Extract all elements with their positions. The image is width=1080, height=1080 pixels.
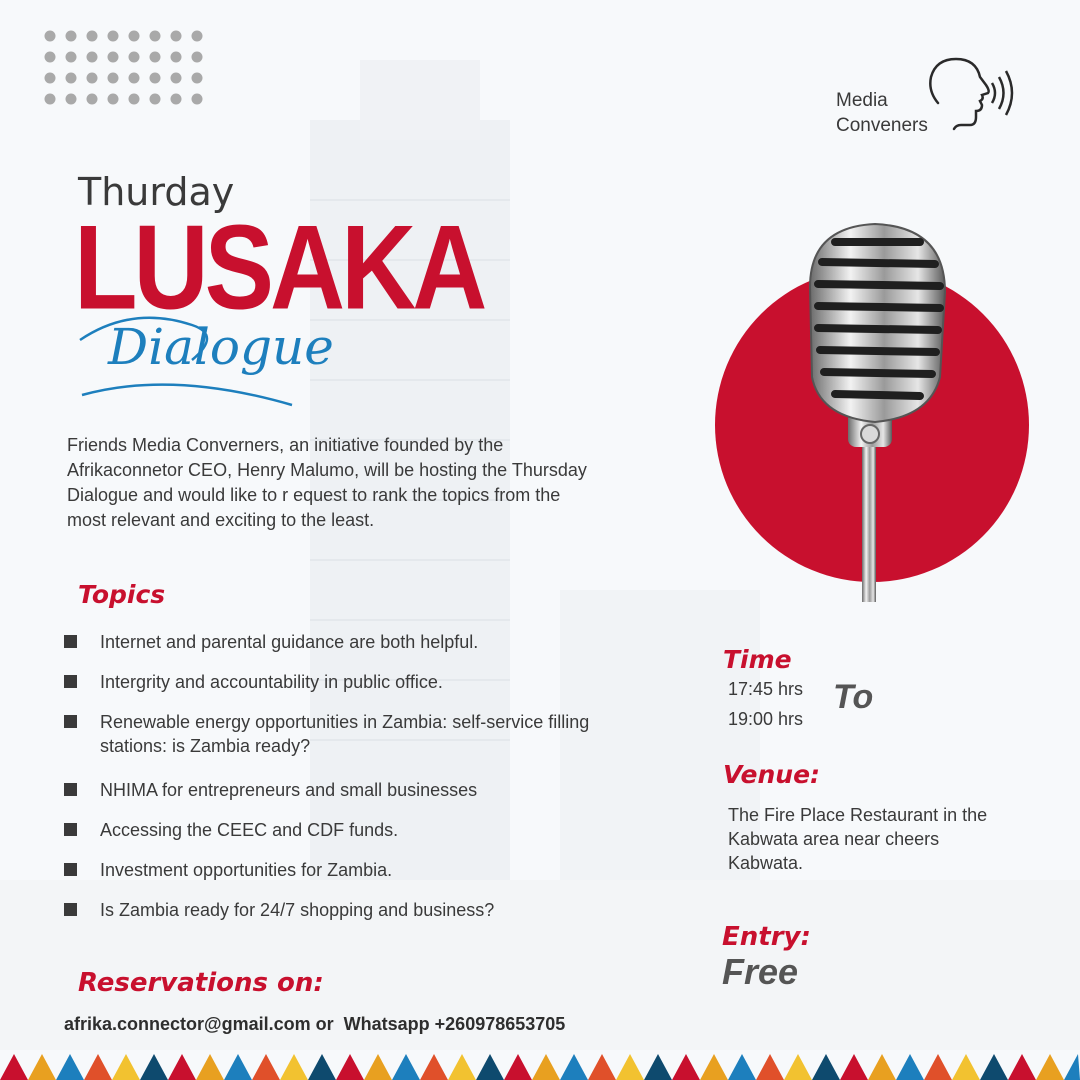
venue-heading: Venue:	[723, 760, 821, 789]
list-item	[64, 778, 654, 802]
contact-line	[64, 1014, 565, 1035]
square-bullet-icon	[64, 715, 77, 728]
eyebrow-title: Thurday	[78, 170, 235, 214]
time-start: 17:45 hrs	[728, 679, 804, 699]
microphone-icon	[780, 212, 980, 602]
time-separator: To	[833, 678, 874, 716]
logo-line-1: Media	[836, 90, 888, 111]
media-conveners-logo	[836, 55, 1036, 145]
topic-text: Is Zambia ready for 24/7 shopping and business?	[100, 900, 495, 920]
topic-text: Internet and parental guidance are both helpful.	[100, 632, 479, 652]
topic-text: Renewable energy opportunities in Zambia: self-service filling stations: is Zambia ready?	[100, 712, 590, 756]
venue-text: The Fire Place Restaurant in the Kabwata area near cheers Kabwata.	[728, 805, 988, 873]
time-heading: Time	[723, 645, 792, 674]
headline-title: LUSAKA	[74, 201, 484, 335]
square-bullet-icon	[64, 635, 77, 648]
logo-text	[836, 88, 928, 138]
entry-heading: Entry:	[722, 922, 811, 952]
dot-grid-icon	[44, 30, 204, 105]
topic-text: Accessing the CEEC and CDF funds.	[100, 820, 399, 840]
square-bullet-icon	[64, 675, 77, 688]
list-item	[64, 710, 600, 758]
email-link[interactable]: afrika.connector@gmail.com	[64, 1014, 311, 1034]
square-bullet-icon	[64, 903, 77, 916]
script-title: Dialogue	[108, 318, 334, 376]
list-item	[64, 898, 654, 922]
triangle-pattern-border	[0, 1052, 1080, 1080]
entry-value: Free	[722, 951, 799, 992]
topic-text: NHIMA for entrepreneurs and small businesses	[100, 780, 478, 800]
reservations-heading: Reservations on:	[78, 968, 324, 998]
contact-joiner: or	[315, 1014, 334, 1034]
intro-paragraph: Friends Media Converners, an initiative founded by the Afrikaconnetor CEO, Henry Malumo, will be hosting the Thursday Dialogue and would like to r equest to rank the topics from the most relevant and exciting to the least.	[67, 435, 587, 530]
time-end: 19:00 hrs	[728, 709, 804, 729]
logo-line-2: Conveners	[836, 115, 928, 136]
list-item	[64, 630, 654, 654]
whatsapp-link[interactable]: Whatsapp +260978653705	[343, 1014, 566, 1034]
list-item	[64, 858, 654, 882]
square-bullet-icon	[64, 863, 77, 876]
list-item	[64, 670, 654, 694]
square-bullet-icon	[64, 823, 77, 836]
topic-text: Investment opportunities for Zambia.	[100, 860, 393, 880]
speaking-head-icon	[926, 55, 1026, 137]
square-bullet-icon	[64, 783, 77, 796]
list-item	[64, 818, 654, 842]
topics-heading: Topics	[78, 580, 166, 609]
topic-text: Intergrity and accountability in public office.	[100, 672, 443, 692]
topics-list	[64, 630, 654, 922]
